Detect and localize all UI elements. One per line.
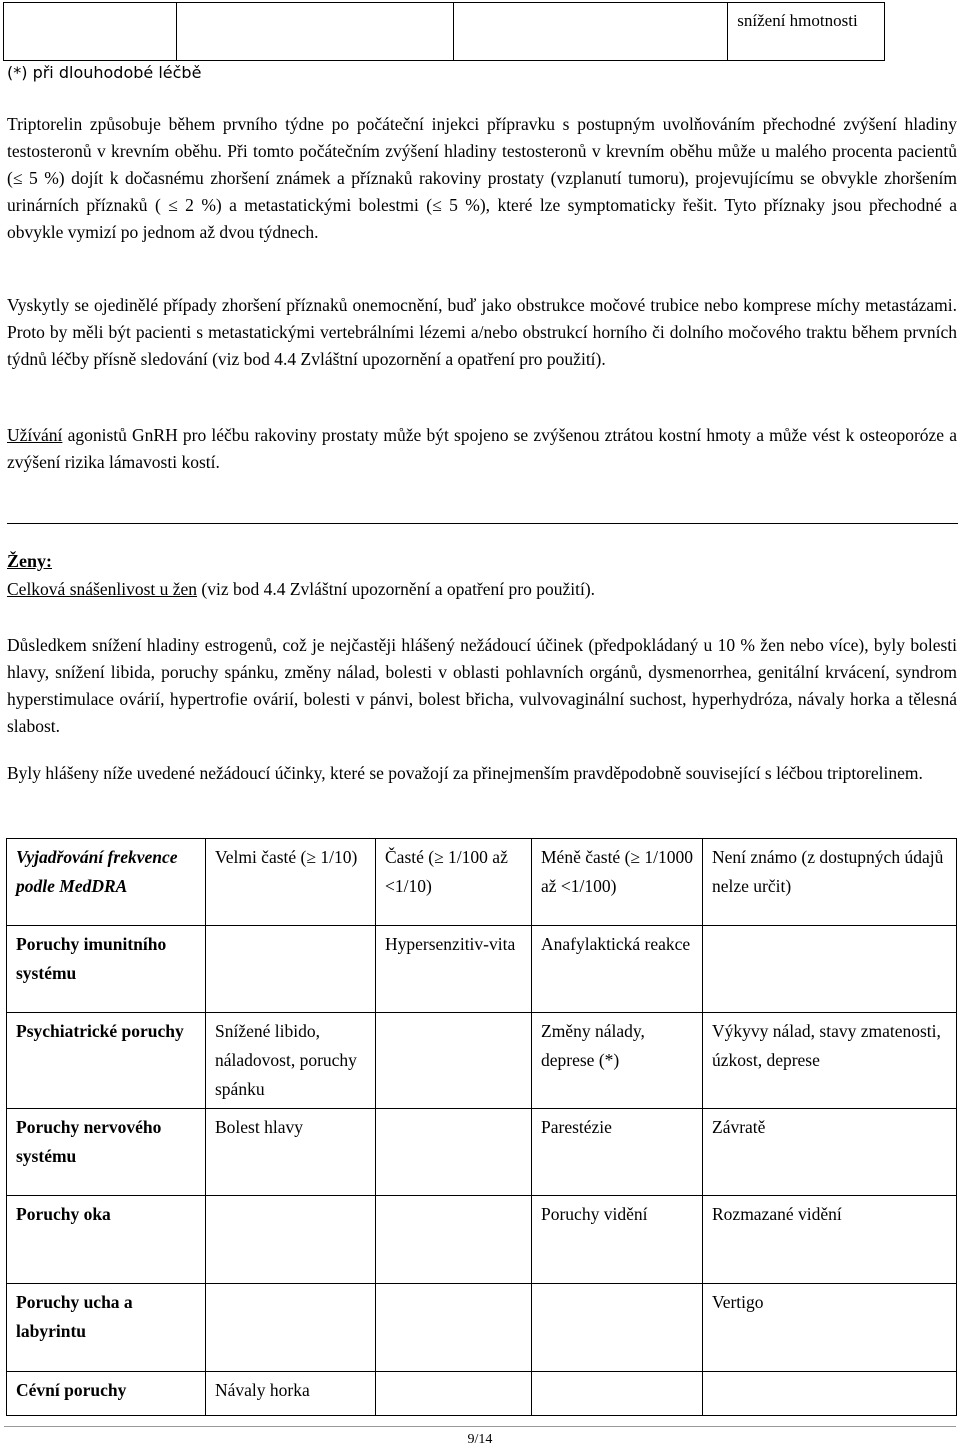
table-cell: Vertigo: [703, 1284, 957, 1372]
table-cell: [206, 1284, 376, 1372]
table-cell: Hypersenzitiv-vita: [376, 926, 532, 1013]
footnote: (*) při dlouhodobé léčbě: [7, 63, 202, 82]
page-number: 9/14: [467, 1432, 493, 1447]
table-cell: [376, 1196, 532, 1284]
header-cell: Není známo (z dostupných údajů nelze určit): [703, 839, 957, 926]
table-row: [7, 926, 957, 1013]
header-cell: Méně časté (≥ 1/1000 až <1/100): [532, 839, 703, 926]
soc-cell: Poruchy imunitního systému: [7, 926, 206, 1013]
table-cell: [376, 1013, 532, 1109]
table-header-row: [7, 839, 957, 926]
table-cell: [532, 1372, 703, 1416]
table-row: [7, 1372, 957, 1416]
table-cell: [703, 926, 957, 1013]
text-segment-underlined: Užívání: [7, 425, 63, 445]
table-cell: [376, 1284, 532, 1372]
header-cell: Velmi časté (≥ 1/10): [206, 839, 376, 926]
table-cell: Snížené libido, náladovost, poruchy spánku: [206, 1013, 376, 1109]
table-cell: Rozmazané vidění: [703, 1196, 957, 1284]
top-table-cell: [453, 3, 728, 61]
table-cell: Parestézie: [532, 1109, 703, 1196]
table-row: [7, 1284, 957, 1372]
table-row: [7, 1013, 957, 1109]
table-cell: Poruchy vidění: [532, 1196, 703, 1284]
paragraph-women-effects: Důsledkem snížení hladiny estrogenů, což je nejčastěji hlášený nežádoucí účinek (předpokládaný u 10 % žen nebo více), byly bolesti hlavy, snížení libida, poruchy spánku, změny nálad, bolesti v oblasti pohlavních orgánů, dysmenorrhea, genitální krvácení, syndrom hyperstimulace ovárií, hypertrofie ovárií, bolesti v pánvi, bolest břicha, vulvovaginální suchost, hyperhydróza, návaly horka a tělesná slabost.: [7, 635, 957, 736]
paragraph-flare: [7, 111, 957, 246]
table-row: [7, 1196, 957, 1284]
table-cell: [376, 1372, 532, 1416]
table-cell: [206, 926, 376, 1013]
soc-cell: Poruchy nervového systému: [7, 1109, 206, 1196]
top-table-cell: [177, 3, 453, 61]
paragraph-worsening: [7, 292, 957, 373]
section-divider: [7, 523, 958, 524]
text-segment: Tyto příznaky jsou přechodné a obvykle vymizí po jednom až dvou týdnech.: [7, 195, 958, 242]
text-segment: Triptorelin způsobuje během prvního týdne po počáteční injekci přípravku s postupným uvolňováním přechodné zvýšení hladiny testosteronů v krevním oběhu.: [7, 114, 957, 161]
text-segment-underlined: Celková snášenlivost u žen: [7, 579, 198, 599]
header-cell: Časté (≥ 1/100 až <1/10): [376, 839, 532, 926]
text-segment: Vyskytly se ojedinělé případy zhoršení příznaků onemocnění, buď jako obstrukce močové trubice nebo komprese míchy metastázami.: [7, 295, 957, 315]
paragraph-osteoporosis: [7, 422, 957, 476]
soc-cell: Cévní poruchy: [7, 1372, 206, 1416]
table-cell: Anafylaktická reakce: [532, 926, 703, 1013]
soc-cell: Poruchy oka: [7, 1196, 206, 1284]
table-cell: [703, 1372, 957, 1416]
table-cell: [532, 1284, 703, 1372]
table-cell: [206, 1196, 376, 1284]
top-table: [3, 2, 885, 61]
text-segment: (viz bod 4.4 Zvláštní upozornění a opatření pro použití).: [201, 579, 596, 599]
table-cell: Změny nálady, deprese (*): [532, 1013, 703, 1109]
soc-cell: Poruchy ucha a labyrintu: [7, 1284, 206, 1372]
table-row: [7, 1109, 957, 1196]
top-table-cell-weight-loss: [728, 3, 885, 61]
text-segment: agonistů GnRH pro léčbu rakoviny prostaty může být spojeno se zvýšenou ztrátou kostní hmoty a může vést k osteoporóze a zvýšení rizika lámavosti kostí.: [7, 425, 957, 472]
footer-divider: [4, 1426, 956, 1427]
women-heading: Ženy:: [7, 551, 52, 571]
table-cell: Závratě: [703, 1109, 957, 1196]
paragraph-reported: Byly hlášeny níže uvedené nežádoucí účinky, které se považojí za přinejmenším pravděpodobně související s léčbou triptorelinem.: [7, 763, 923, 783]
table-cell: Výkyvy nálad, stavy zmatenosti, úzkost, deprese: [703, 1013, 957, 1109]
table-cell: [376, 1109, 532, 1196]
text-segment: Při tomto počátečním zvýšení hladiny testosteronů v krevním oběhu může u malého procenta pacientů (≤ 5 %) dojít k dočasnému zhoršení známek a příznaků rakoviny prostaty (vzplanutí tumoru), projevujícímu se obvykle zhoršením urinárních příznaků ( ≤ 2 %) a metastatickými bolestmi (≤ 5 %), které lze symptomaticky řešit.: [7, 141, 957, 215]
women-subheading: [7, 579, 595, 600]
text-segment: Proto by měli být pacienti s metastatickými vertebrálními lézemi a/nebo obstrukcí horního či dolního močového traktu během prvních týdnů léčby přísně sledování (viz bod 4.4 Zvláštní upozornění a opatření pro použití).: [7, 322, 957, 369]
table-cell: Bolest hlavy: [206, 1109, 376, 1196]
soc-cell: Psychiatrické poruchy: [7, 1013, 206, 1109]
header-cell: Vyjadřování frekvence podle MedDRA: [7, 839, 206, 926]
adverse-effects-table: [6, 838, 957, 1416]
table-cell: Návaly horka: [206, 1372, 376, 1416]
cell-text: snížení hmotnosti: [737, 11, 858, 30]
top-table-cell: [4, 3, 177, 61]
